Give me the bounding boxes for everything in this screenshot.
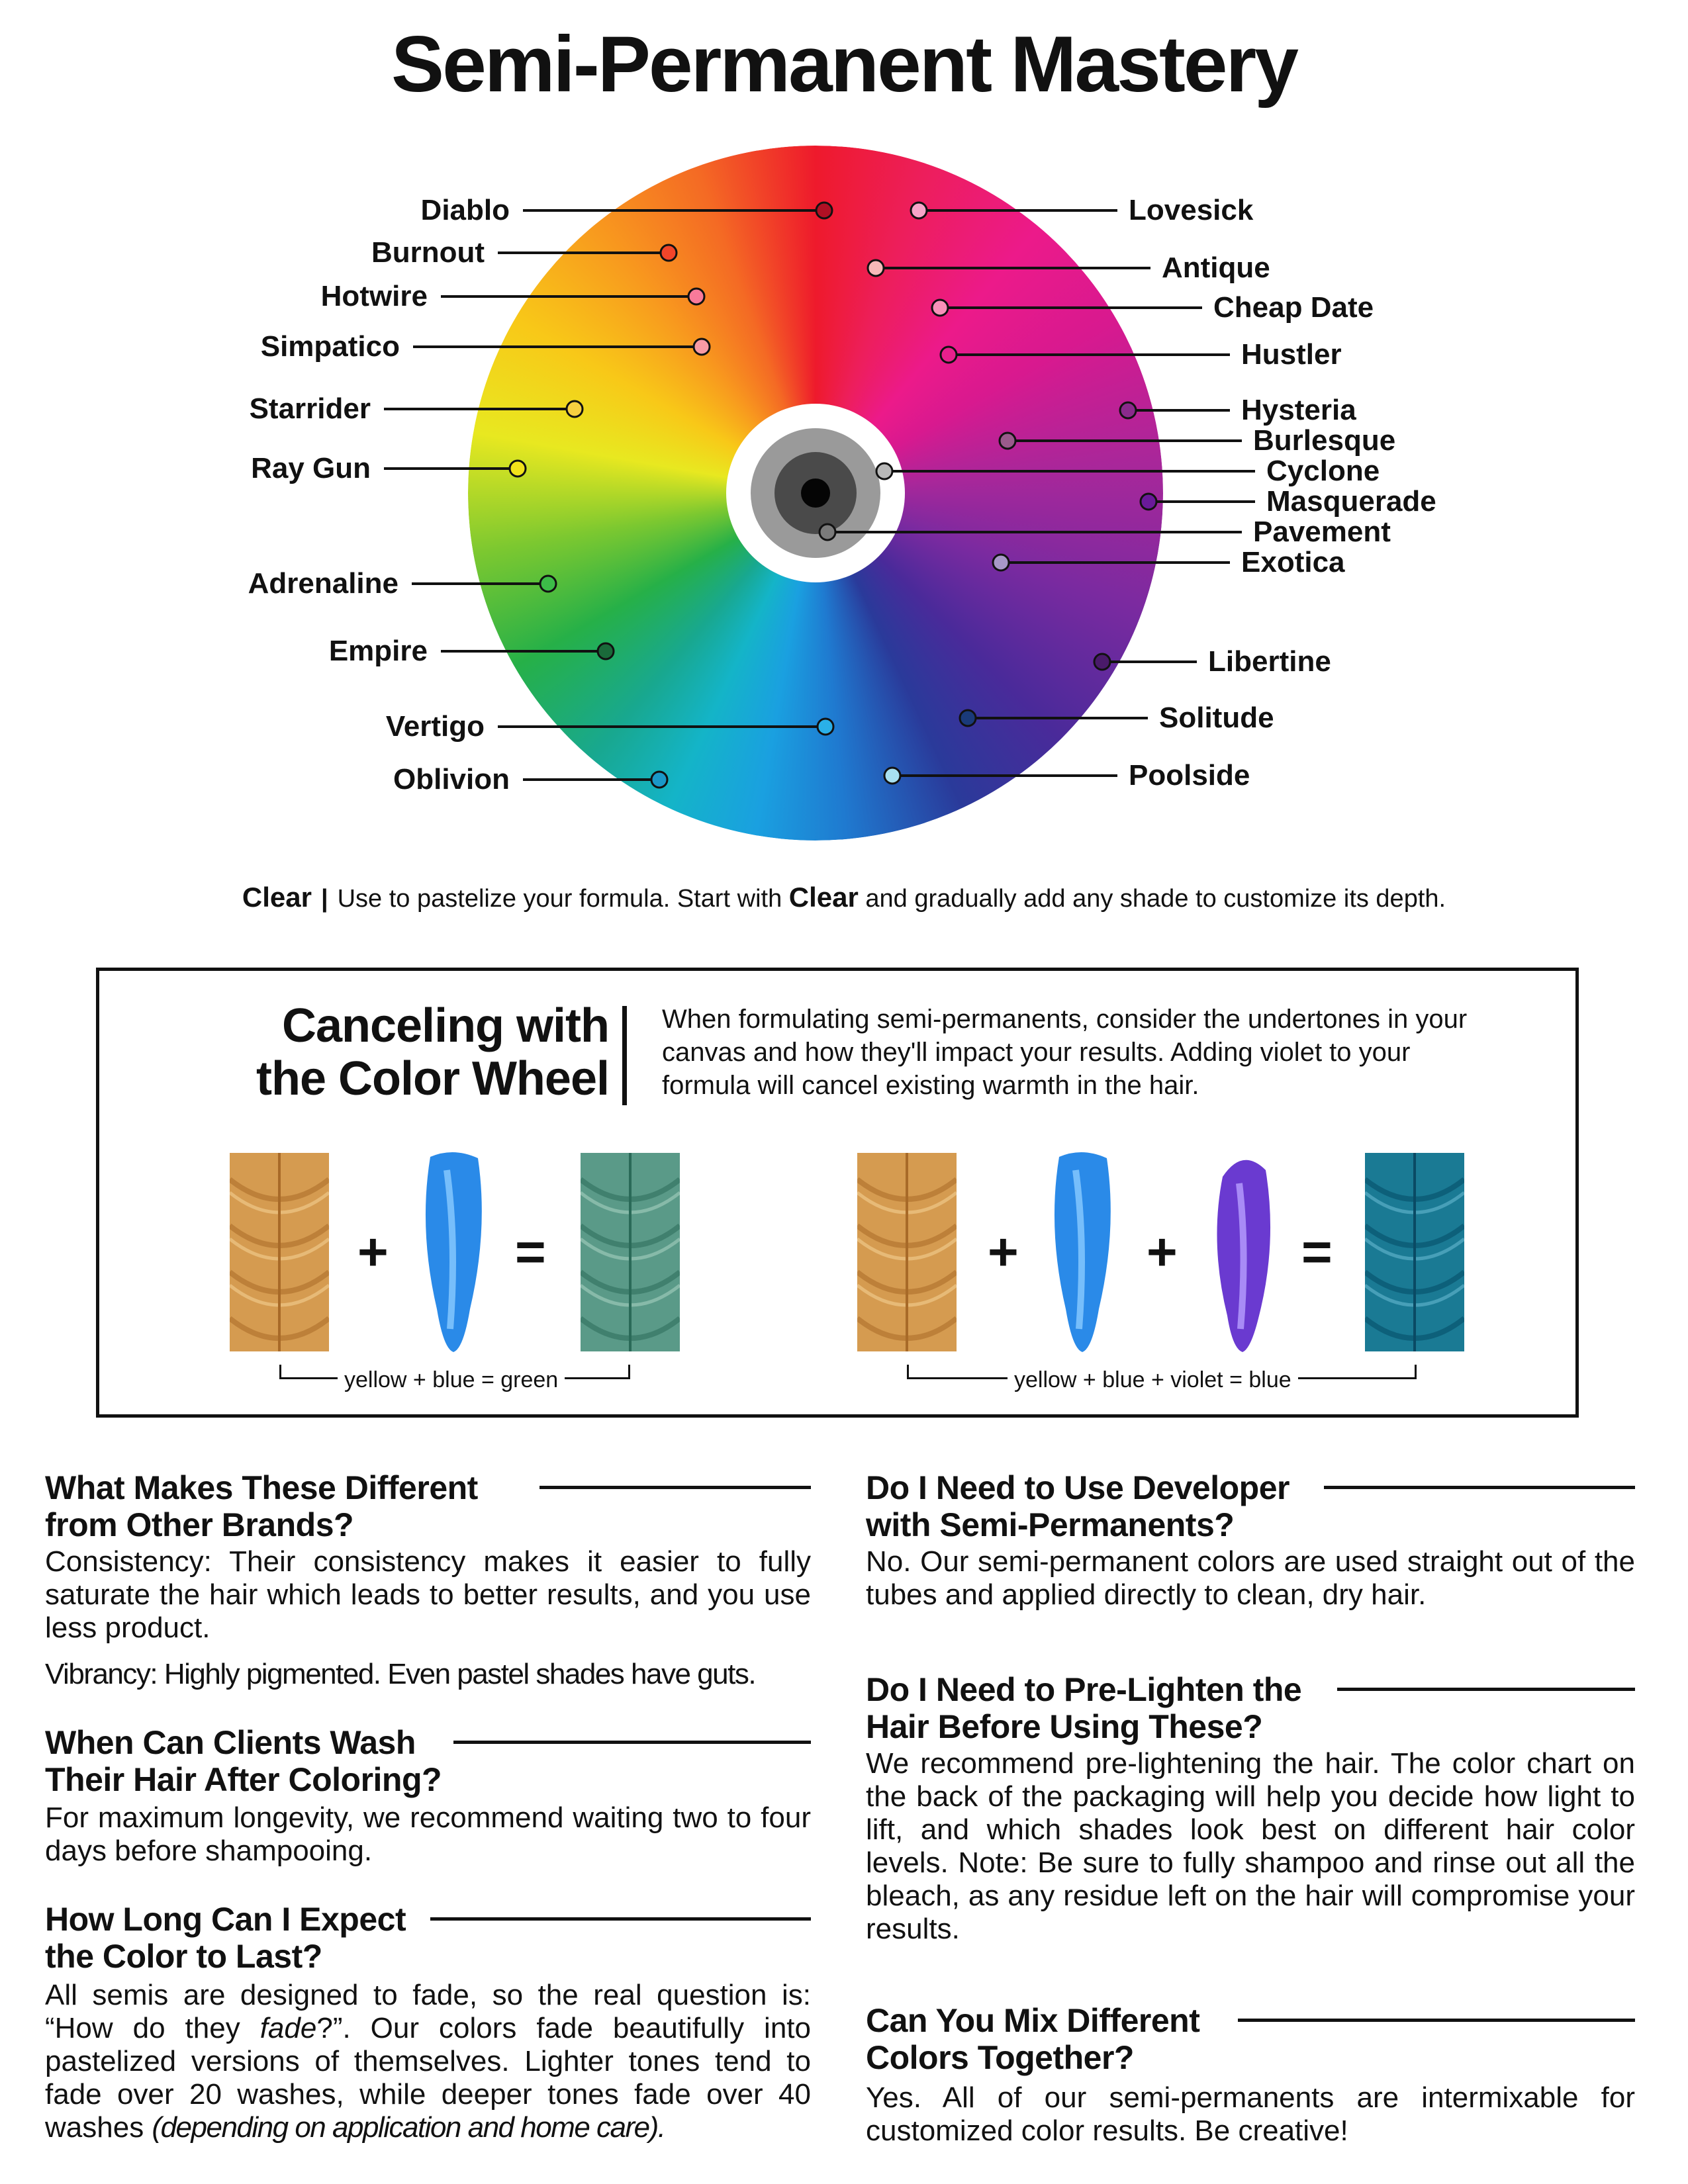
shade-label-hotwire: Hotwire: [320, 280, 428, 312]
violet-color-tube: [1206, 1150, 1279, 1355]
canceling-title-line1: Canceling with: [281, 999, 609, 1052]
blue-result-swatch: [1365, 1153, 1464, 1351]
color-dot-lovesick: [911, 203, 927, 218]
canceling-title-line2: the Color Wheel: [256, 1052, 609, 1105]
clear-note-text-b: and gradually add any shade to customize its depth.: [865, 885, 1446, 913]
shade-label-ray-gun: Ray Gun: [251, 452, 371, 484]
color-dot-hysteria: [1120, 402, 1136, 418]
page-title: Semi-Permanent Mastery: [391, 20, 1297, 109]
shade-label-burnout: Burnout: [371, 236, 485, 269]
faq-q4-title: Do I Need to Use Developer with Semi-Permanents?: [866, 1469, 1289, 1543]
faq-q5-answer: We recommend pre-lightening the hair. The color chart on the back of the packaging will help you decide how light to lift, and which shades look best on different hair color levels. Note: Be sure to fully shampoo and rinse out all the bleach, as any residue left on the hair will compromise your results.: [866, 1747, 1635, 1945]
faq-q3-answer-b: ?”. Our colors fade beautifully into pastelized versions of themselves. Lighter tones tend to fade over 20 washes, while deeper tones fade over 40 washes: [45, 2012, 811, 2144]
canceling-description: When formulating semi-permanents, consider the undertones in your canvas and how they'll impact your results. Adding violet to your formula will cancel existing warmth in the hair.: [662, 1005, 1468, 1100]
faq-q6-title: Can You Mix Different Colors Together?: [866, 2002, 1200, 2076]
color-dot-solitude: [960, 710, 976, 726]
color-dot-oblivion: [651, 772, 667, 788]
shade-label-lovesick: Lovesick: [1129, 194, 1254, 226]
faq-q1-rule: [539, 1486, 811, 1489]
faq-q2-title: When Can Clients Wash Their Hair After Coloring?: [45, 1724, 442, 1798]
color-dot-diablo: [816, 203, 832, 218]
shade-label-starrider: Starrider: [249, 392, 371, 425]
color-dot-burnout: [661, 245, 677, 261]
clear-note-separator: |: [320, 885, 328, 913]
color-dot-pavement: [820, 524, 835, 540]
color-dot-cheap-date: [932, 300, 948, 316]
faq-q5-rule: [1337, 1688, 1635, 1691]
color-dot-hotwire: [688, 289, 704, 304]
shade-label-hysteria: Hysteria: [1241, 394, 1356, 426]
green-result-swatch: [581, 1153, 680, 1351]
color-dot-starrider: [567, 401, 583, 417]
clear-note-text-a: Use to pastelize your formula. Start with: [337, 885, 782, 913]
color-dot-simpatico: [694, 339, 710, 355]
canceling-divider: [622, 1006, 627, 1105]
shade-label-cyclone: Cyclone: [1266, 455, 1380, 487]
faq-q6-answer: Yes. All of our semi-permanents are intermixable for customized color results. Be creative!: [866, 2081, 1635, 2147]
shade-label-libertine: Libertine: [1208, 645, 1331, 678]
faq-q5-title: Do I Need to Pre-Lighten the Hair Before Using These?: [866, 1671, 1302, 1745]
equals-sign-1: =: [515, 1222, 546, 1281]
example-1-caption: yellow + blue = green: [338, 1367, 565, 1393]
wheel-center-black: [801, 478, 830, 508]
color-dot-masquerade: [1141, 494, 1156, 510]
equals-sign-2: =: [1301, 1222, 1333, 1281]
color-dot-ray-gun: [510, 461, 526, 477]
example-2-caption: yellow + blue + violet = blue: [1008, 1367, 1298, 1393]
shade-label-empire: Empire: [328, 635, 428, 667]
faq-q3-answer-a: All semis are designed to fade, so the real question is: “How do they: [45, 1979, 811, 2044]
faq-q2-answer: For maximum longevity, we recommend waiting two to four days before shampooing.: [45, 1801, 811, 1867]
color-dot-antique: [868, 260, 884, 276]
faq-q3-answer-note: (depending on application and home care).: [152, 2111, 665, 2144]
shade-label-diablo: Diablo: [420, 194, 510, 226]
shade-label-oblivion: Oblivion: [393, 763, 510, 796]
shade-label-pavement: Pavement: [1253, 516, 1391, 548]
clear-note: [0, 882, 1688, 913]
canceling-title: [132, 999, 609, 1105]
blue-color-tube-2: [1046, 1150, 1119, 1355]
faq-q3-answer-em: fade: [259, 2012, 317, 2044]
shade-label-adrenaline: Adrenaline: [248, 567, 399, 600]
faq-q4-answer: No. Our semi-permanent colors are used straight out of the tubes and applied directly to clean, dry hair.: [866, 1545, 1635, 1611]
color-dot-poolside: [884, 768, 900, 784]
shade-label-hustler: Hustler: [1241, 338, 1342, 371]
color-dot-empire: [598, 643, 614, 659]
blonde-hair-swatch-1: [230, 1153, 329, 1351]
color-dot-cyclone: [876, 463, 892, 479]
faq-q3-rule: [430, 1917, 811, 1921]
shade-label-solitude: Solitude: [1159, 702, 1274, 734]
shade-label-burlesque: Burlesque: [1253, 424, 1396, 457]
plus-sign-3: +: [1147, 1222, 1178, 1281]
color-dot-adrenaline: [540, 576, 556, 592]
color-dot-libertine: [1094, 654, 1110, 670]
faq-q2-rule: [453, 1741, 811, 1744]
faq-q1-answer-1: Consistency: Their consistency makes it easier to fully saturate the hair which leads to better results, and you use less product.: [45, 1545, 811, 1644]
clear-note-name: Clear: [242, 882, 312, 913]
faq-q6-rule: [1238, 2019, 1635, 2022]
plus-sign-1: +: [357, 1222, 389, 1281]
faq-q1-title: What Makes These Different from Other Brands?: [45, 1469, 478, 1543]
shade-label-vertigo: Vertigo: [385, 710, 485, 743]
shade-label-exotica: Exotica: [1241, 546, 1345, 578]
shade-label-masquerade: Masquerade: [1266, 485, 1436, 518]
faq-q1-answer-2: Vibrancy: Highly pigmented. Even pastel shades have guts.: [45, 1658, 756, 1690]
faq-q3-answer: [45, 1979, 811, 2144]
color-dot-hustler: [941, 347, 957, 363]
shade-label-antique: Antique: [1162, 251, 1270, 284]
blonde-hair-swatch-2: [857, 1153, 957, 1351]
blue-color-tube-1: [417, 1150, 490, 1355]
plus-sign-2: +: [988, 1222, 1019, 1281]
shade-label-simpatico: Simpatico: [260, 330, 400, 363]
color-dot-burlesque: [1000, 433, 1015, 449]
shade-label-cheap-date: Cheap Date: [1213, 291, 1374, 324]
shade-label-poolside: Poolside: [1129, 759, 1250, 792]
faq-q4-rule: [1324, 1486, 1635, 1489]
color-dot-vertigo: [818, 719, 833, 735]
clear-note-bold: Clear: [788, 882, 859, 913]
faq-q3-title: How Long Can I Expect the Color to Last?: [45, 1901, 406, 1975]
color-dot-exotica: [993, 555, 1009, 570]
